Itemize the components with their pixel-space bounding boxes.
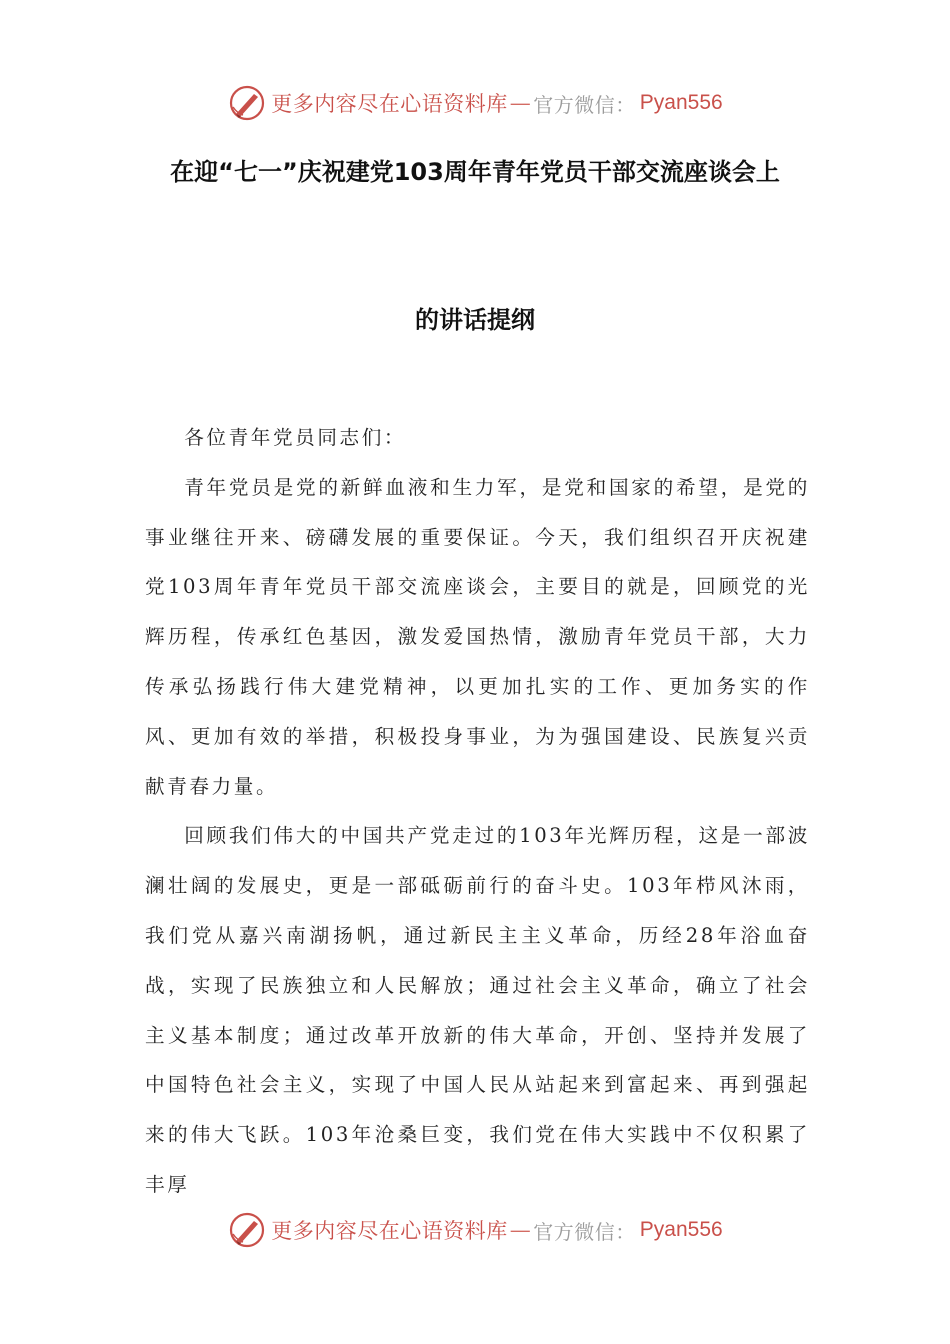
watermark-wechat-id: Pyan556: [639, 1218, 723, 1241]
pen-logo-icon: [227, 1210, 267, 1250]
document-body: [145, 413, 810, 1210]
watermark-text: 更多内容尽在心语资料库: [271, 1219, 508, 1243]
document-title-line2: 的讲话提纲: [415, 306, 535, 334]
watermark-wechat-id: Pyan556: [639, 91, 723, 114]
document-title-line1: 在迎“七一”庆祝建党103周年青年党员干部交流座谈会上: [170, 158, 780, 186]
pen-logo-icon: [227, 83, 267, 123]
watermark-text: 更多内容尽在心语资料库: [271, 92, 508, 116]
watermark-dash: —: [509, 91, 532, 115]
paragraph: 回顾我们伟大的中国共产党走过的103年光辉历程，这是一部波澜壮阔的发展史，更是一部砥砺前行的奋斗史。103年栉风沐雨，我们党从嘉兴南湖扬帆，通过新民主主义革命，历经28年浴血奋战，实现了民族独立和人民解放；通过社会主义革命，确立了社会主义基本制度；通过改革开放新的伟大革命，开创、坚持并发展了中国特色社会主义，实现了中国人民从站起来到富起来、再到强起来的伟大飞跃。103年沧桑巨变，我们党在伟大实践中不仅积累了丰厚: [145, 824, 810, 1196]
watermark-banner-bottom: [0, 1205, 950, 1255]
watermark-banner-top: [0, 78, 950, 128]
watermark-dash: —: [509, 1218, 532, 1242]
paragraph: 青年党员是党的新鲜血液和生力军，是党和国家的希望，是党的事业继往开来、磅礴发展的重要保证。今天，我们组织召开庆祝建党103周年青年党员干部交流座谈会，主要目的就是，回顾党的光辉历程，传承红色基因，激发爱国热情，激励青年党员干部，大力传承弘扬践行伟大建党精神，以更加扎实的工作、更加务实的作风、更加有效的举措，积极投身事业，为为强国建设、民族复兴贡献青春力量。: [145, 475, 810, 798]
watermark-wechat-label: 官方微信：: [533, 1219, 636, 1244]
watermark-wechat-label: 官方微信：: [533, 92, 636, 117]
salutation: 各位青年党员同志们：: [184, 426, 407, 449]
